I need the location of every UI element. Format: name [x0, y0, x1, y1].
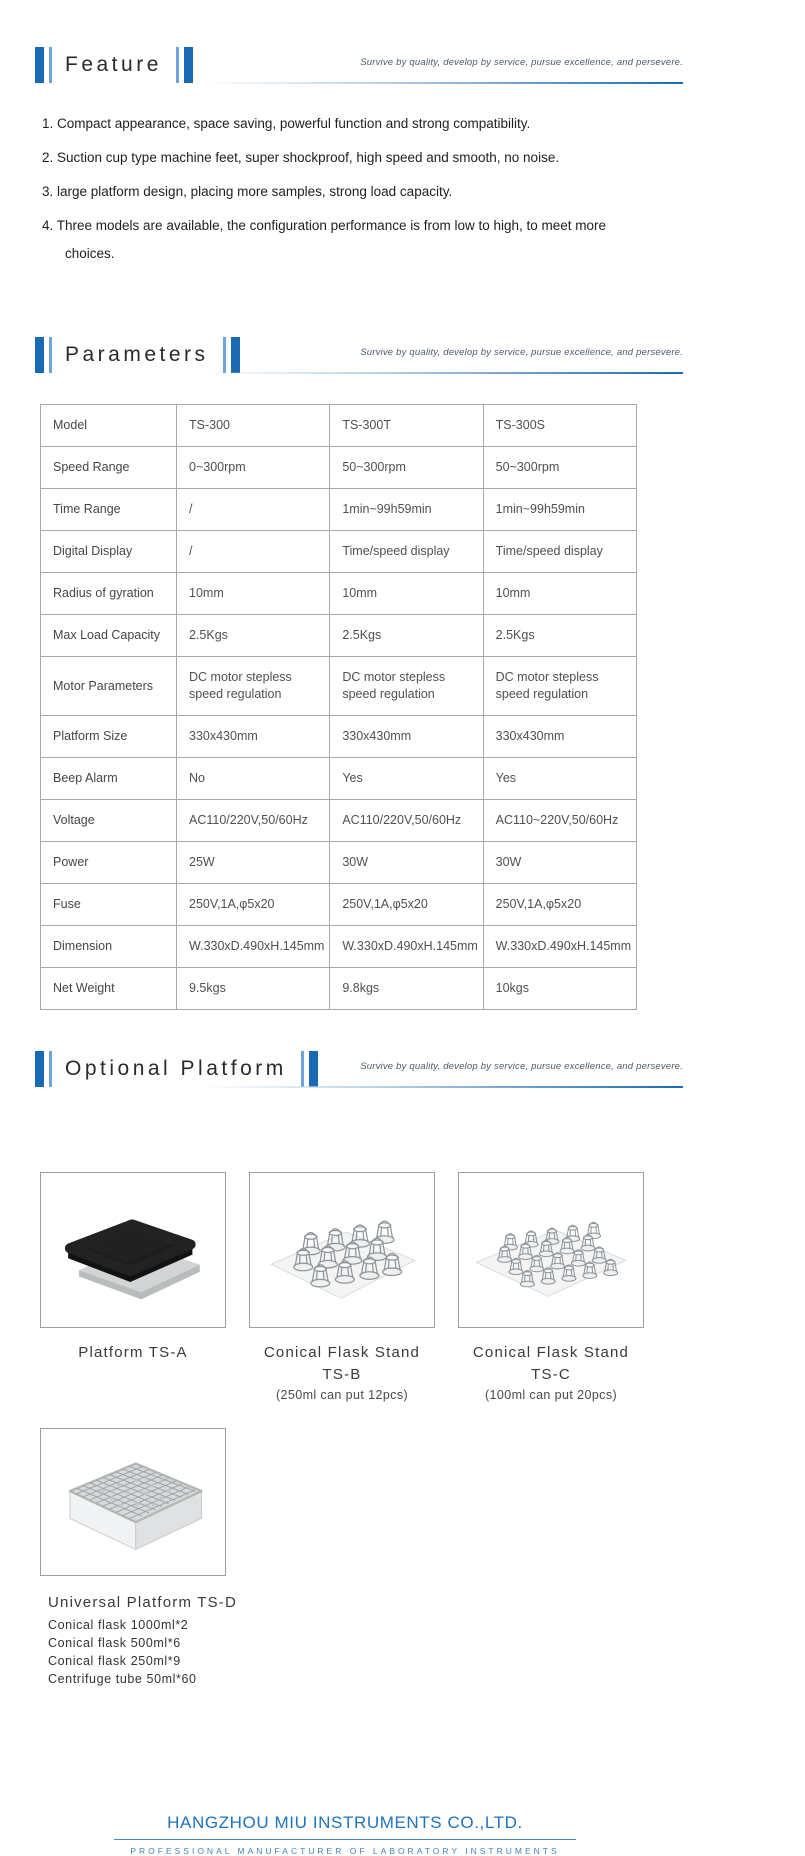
parameters-header	[35, 336, 683, 374]
feature-header	[35, 46, 683, 84]
feature-item: 3. large platform design, placing more samples, strong load capacity.	[42, 184, 453, 199]
parameters-section	[0, 336, 805, 1010]
spec-value-cell: AC110/220V,50/60Hz	[330, 800, 483, 842]
spec-value-cell: 1min~99h59min	[330, 489, 483, 531]
accent-bar-icon	[35, 337, 44, 373]
spec-label-cell: Speed Range	[41, 447, 177, 489]
table-row	[41, 657, 637, 716]
spec-value-cell: 330x430mm	[330, 716, 483, 758]
accent-bar-icon	[231, 337, 240, 373]
spec-label-cell: Model	[41, 405, 177, 447]
product-card-tsc	[458, 1172, 644, 1404]
spec-value-cell: 10mm	[330, 573, 483, 615]
platform-detail-line: Conical flask 1000ml*2	[48, 1618, 189, 1632]
flask-stand-tsc-image	[458, 1172, 644, 1328]
accent-bar-icon	[184, 47, 193, 83]
section-title-parameters: Parameters	[65, 343, 209, 366]
table-row	[41, 842, 637, 884]
spec-value-cell: 2.5Kgs	[330, 615, 483, 657]
spec-label-cell: Max Load Capacity	[41, 615, 177, 657]
spec-value-cell: 330x430mm	[177, 716, 330, 758]
spec-value-cell: Yes	[483, 758, 636, 800]
product-name: Platform TS-A	[78, 1344, 188, 1361]
company-name: HANGZHOU MIU INSTRUMENTS CO.,LTD.	[167, 1813, 523, 1832]
spec-value-cell: W.330xD.490xH.145mm	[330, 926, 483, 968]
spec-value-cell: 9.5kgs	[177, 968, 330, 1010]
spec-value-cell: AC110/220V,50/60Hz	[177, 800, 330, 842]
product-name: Universal Platform TS-D	[48, 1594, 238, 1611]
product-card-tsd	[40, 1428, 340, 1688]
spec-value-cell: AC110~220V,50/60Hz	[483, 800, 636, 842]
gradient-divider	[203, 1086, 683, 1088]
footer-divider	[114, 1839, 576, 1840]
spec-label-cell: Net Weight	[41, 968, 177, 1010]
table-row	[41, 758, 637, 800]
spec-value-cell: /	[177, 489, 330, 531]
gradient-divider	[203, 82, 683, 84]
flask-stand-tsc-illustration	[463, 1181, 639, 1319]
spec-value-cell: 1min~99h59min	[483, 489, 636, 531]
accent-bar-thin-icon	[301, 1051, 304, 1087]
product-note: (100ml can put 20pcs)	[484, 1388, 618, 1402]
section-slogan: Survive by quality, develop by service, pursue excellence, and persevere.	[360, 1060, 683, 1072]
optional-platform-header	[35, 1050, 683, 1088]
spec-label-cell: Beep Alarm	[41, 758, 177, 800]
platform-detail-line: Conical flask 250ml*9	[48, 1654, 181, 1668]
table-row	[41, 926, 637, 968]
spec-value-cell: /	[177, 531, 330, 573]
platform-detail-line: Centrifuge tube 50ml*60	[48, 1672, 197, 1686]
spec-value-cell: 2.5Kgs	[483, 615, 636, 657]
feature-item: 2. Suction cup type machine feet, super shockproof, high speed and smooth, no noise.	[42, 150, 560, 165]
feature-section	[0, 0, 805, 268]
accent-bar-icon	[35, 47, 44, 83]
spec-label-cell: Power	[41, 842, 177, 884]
optional-platform-section	[0, 1050, 805, 1688]
product-detail-list	[40, 1616, 340, 1688]
section-slogan: Survive by quality, develop by service, pursue excellence, and persevere.	[360, 346, 683, 358]
spec-value-cell: 250V,1A,φ5x20	[177, 884, 330, 926]
table-row	[41, 716, 637, 758]
accent-bar-thin-icon	[176, 47, 179, 83]
spec-value-cell: TS-300T	[330, 405, 483, 447]
spec-label-cell: Time Range	[41, 489, 177, 531]
spec-value-cell: 10kgs	[483, 968, 636, 1010]
table-row	[41, 489, 637, 531]
feature-list	[42, 110, 650, 268]
product-name: Conical Flask Stand TS-B	[263, 1344, 421, 1383]
spec-value-cell: 10mm	[483, 573, 636, 615]
product-name: Conical Flask Stand TS-C	[472, 1344, 630, 1383]
spec-value-cell: W.330xD.490xH.145mm	[483, 926, 636, 968]
spec-label-cell: Dimension	[41, 926, 177, 968]
product-note: (250ml can put 12pcs)	[275, 1388, 409, 1402]
table-row	[41, 573, 637, 615]
spec-value-cell: 30W	[483, 842, 636, 884]
gradient-divider	[203, 372, 683, 374]
section-title-feature: Feature	[65, 53, 162, 76]
spec-label-cell: Radius of gyration	[41, 573, 177, 615]
table-row	[41, 800, 637, 842]
spec-value-cell: DC motor stepless speed regulation	[177, 657, 330, 716]
platform-detail-line: Conical flask 500ml*6	[48, 1636, 181, 1650]
table-row	[41, 615, 637, 657]
accent-bar-thin-icon	[223, 337, 226, 373]
flask-stand-tsb-illustration	[254, 1181, 430, 1319]
table-row	[41, 968, 637, 1010]
universal-platform-tsd-image	[40, 1428, 226, 1576]
section-title-optional-platform: Optional Platform	[65, 1057, 287, 1080]
spec-value-cell: 330x430mm	[483, 716, 636, 758]
parameters-table	[40, 404, 637, 1010]
spec-value-cell: Yes	[330, 758, 483, 800]
spec-value-cell: 25W	[177, 842, 330, 884]
spec-value-cell: 30W	[330, 842, 483, 884]
spec-value-cell: 250V,1A,φ5x20	[483, 884, 636, 926]
product-card-tsb	[249, 1172, 435, 1404]
spec-value-cell: TS-300S	[483, 405, 636, 447]
spec-value-cell: 50~300rpm	[483, 447, 636, 489]
spec-value-cell: 0~300rpm	[177, 447, 330, 489]
spec-value-cell: 9.8kgs	[330, 968, 483, 1010]
company-tagline: PROFESSIONAL MANUFACTURER OF LABORATORY INSTRUMENTS	[130, 1846, 560, 1856]
spec-value-cell: No	[177, 758, 330, 800]
spec-label-cell: Fuse	[41, 884, 177, 926]
spec-value-cell: 250V,1A,φ5x20	[330, 884, 483, 926]
table-row	[41, 884, 637, 926]
table-row	[41, 447, 637, 489]
section-slogan: Survive by quality, develop by service, pursue excellence, and persevere.	[360, 56, 683, 68]
spec-value-cell: Time/speed display	[330, 531, 483, 573]
feature-item: 1. Compact appearance, space saving, powerful function and strong compatibility.	[42, 116, 531, 131]
feature-item: 4. Three models are available, the configuration performance is from low to high, to meet more choices.	[42, 218, 607, 261]
spec-label-cell: Platform Size	[41, 716, 177, 758]
table-row	[41, 405, 637, 447]
products-row	[40, 1172, 644, 1404]
spec-label-cell: Digital Display	[41, 531, 177, 573]
spec-value-cell: 50~300rpm	[330, 447, 483, 489]
page-footer	[0, 1812, 690, 1856]
platform-tsa-image	[40, 1172, 226, 1328]
product-card-tsa	[40, 1172, 226, 1404]
spec-value-cell: DC motor stepless speed regulation	[483, 657, 636, 716]
spec-label-cell: Motor Parameters	[41, 657, 177, 716]
spec-value-cell: DC motor stepless speed regulation	[330, 657, 483, 716]
spec-label-cell: Voltage	[41, 800, 177, 842]
spec-value-cell: Time/speed display	[483, 531, 636, 573]
accent-bar-icon	[35, 1051, 44, 1087]
spec-value-cell: TS-300	[177, 405, 330, 447]
accent-bar-icon	[309, 1051, 318, 1087]
platform-tsa-illustration	[48, 1180, 218, 1320]
universal-platform-tsd-illustration	[48, 1436, 218, 1568]
flask-stand-tsb-image	[249, 1172, 435, 1328]
table-row	[41, 531, 637, 573]
spec-value-cell: 2.5Kgs	[177, 615, 330, 657]
spec-value-cell: 10mm	[177, 573, 330, 615]
spec-value-cell: W.330xD.490xH.145mm	[177, 926, 330, 968]
